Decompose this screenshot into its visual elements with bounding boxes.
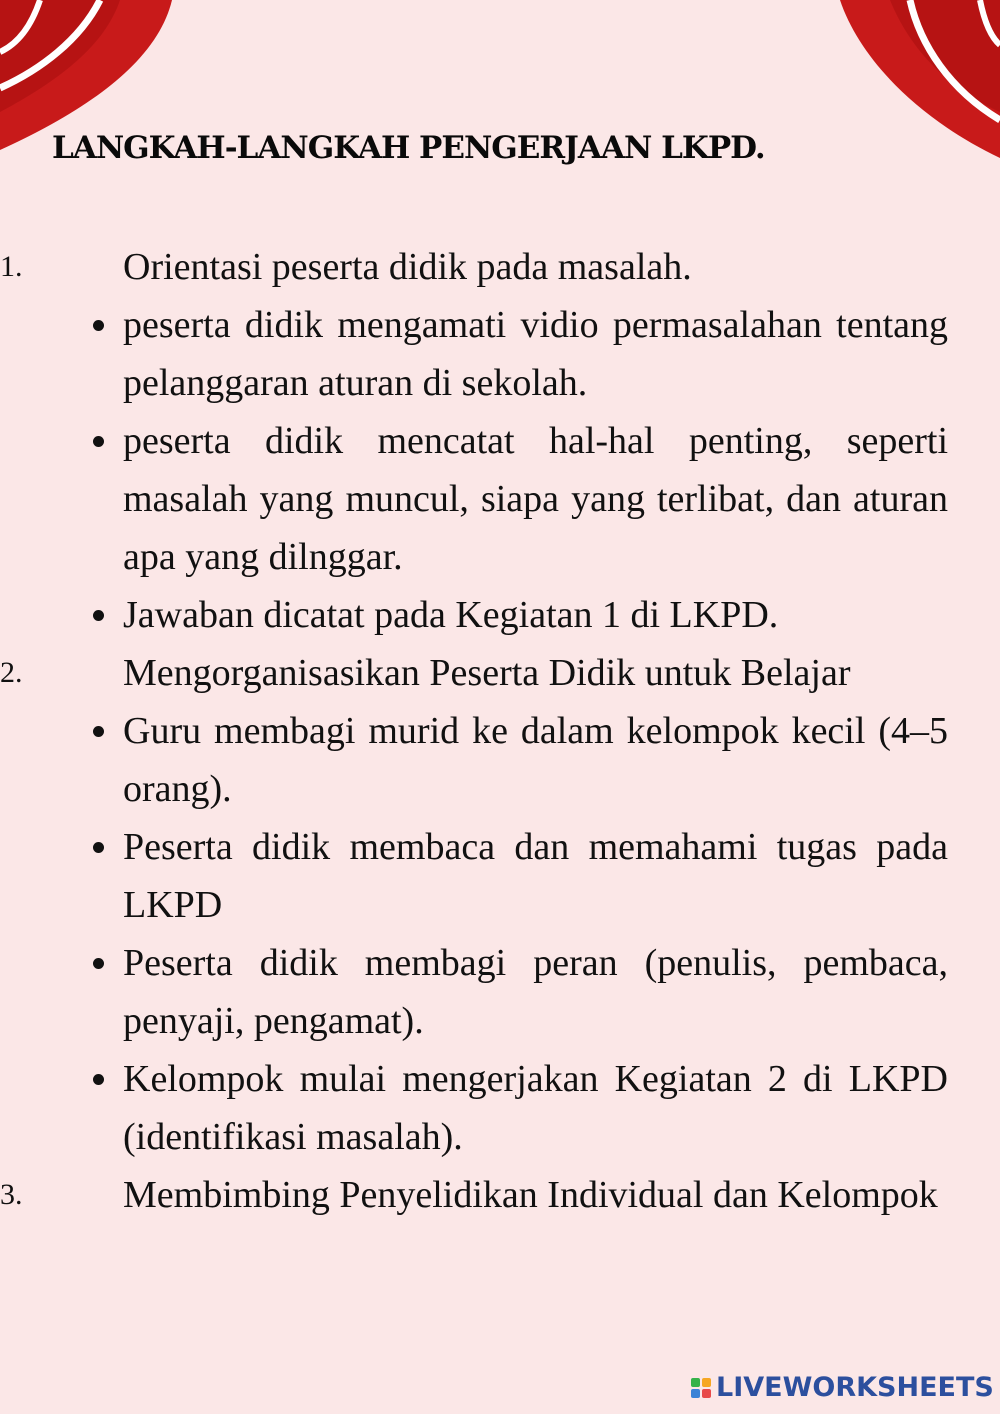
list-item bbox=[0, 238, 948, 296]
list-item-text: Membimbing Penyelidikan Individual dan Kelompok bbox=[123, 1174, 938, 1216]
step-number: 2. bbox=[0, 656, 23, 689]
list-item-text: peserta didik mencatat hal-hal penting, seperti masalah yang muncul, siapa yang terlibat, dan aturan apa yang dilnggar. bbox=[123, 420, 948, 578]
list-item bbox=[0, 412, 948, 586]
list-item bbox=[0, 296, 948, 412]
liveworksheets-logo-icon bbox=[690, 1377, 712, 1399]
list-item-text: Peserta didik membaca dan memahami tugas pada LKPD bbox=[123, 826, 948, 926]
list-item-text: Orientasi peserta didik pada masalah. bbox=[123, 246, 692, 288]
list-item bbox=[0, 934, 948, 1050]
list-item bbox=[0, 1166, 948, 1224]
brand-label: LIVEWORKSHEETS bbox=[716, 1372, 994, 1403]
list-item-text: Peserta didik membagi peran (penulis, pembaca, penyaji, pengamat). bbox=[123, 942, 948, 1042]
list-item-text: peserta didik mengamati vidio permasalahan tentang pelanggaran aturan di sekolah. bbox=[123, 304, 948, 404]
liveworksheets-brand[interactable] bbox=[690, 1372, 994, 1403]
page-title: LANGKAH-LANGKAH PENGERJAAN LKPD. bbox=[52, 130, 765, 166]
list-item bbox=[0, 586, 948, 644]
list-item-text: Kelompok mulai mengerjakan Kegiatan 2 di LKPD (identifikasi masalah). bbox=[123, 1058, 948, 1158]
curtain-right-decoration bbox=[840, 0, 1000, 160]
list-item-text: Guru membagi murid ke dalam kelompok kecil (4–5 orang). bbox=[123, 710, 948, 810]
list-item-text: Jawaban dicatat pada Kegiatan 1 di LKPD. bbox=[123, 594, 779, 636]
list-item bbox=[0, 644, 948, 702]
list-item bbox=[0, 702, 948, 818]
step-number: 3. bbox=[0, 1178, 23, 1211]
steps-list bbox=[0, 238, 1000, 1224]
list-item bbox=[0, 1050, 948, 1166]
step-number: 1. bbox=[0, 250, 23, 283]
list-item-text: Mengorganisasikan Peserta Didik untuk Belajar bbox=[123, 652, 851, 694]
list-item bbox=[0, 818, 948, 934]
